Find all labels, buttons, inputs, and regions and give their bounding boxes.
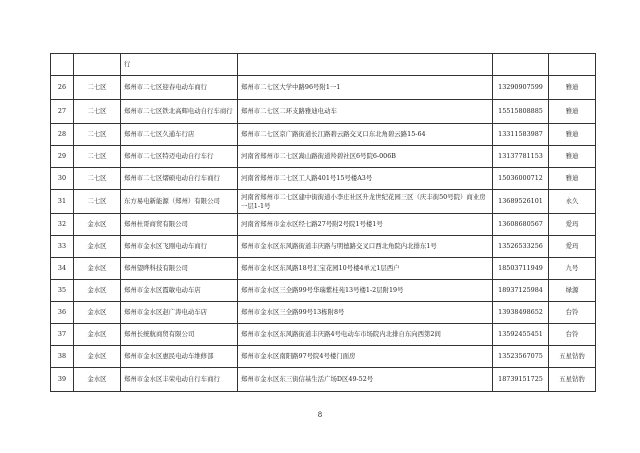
- dealer-name-cell: 行: [121, 54, 238, 76]
- row-number: 34: [51, 258, 74, 280]
- dealer-name-cell: 郑州市二七区迎春电动车商行: [121, 76, 238, 100]
- phone-cell: 13290907599: [493, 76, 549, 100]
- table-row: [51, 76, 596, 100]
- district-cell: 金水区: [74, 368, 121, 392]
- address-cell: 郑州市金水区东风路街道丰庆路4号电动车市场院内北排自东向西第2间: [238, 324, 493, 346]
- brand-cell: [549, 54, 596, 76]
- phone-cell: 13689526101: [493, 190, 549, 214]
- brand-cell: 台铃: [549, 302, 596, 324]
- dealer-name-cell: 郑州长统航商贸有限公司: [121, 324, 238, 346]
- brand-cell: 爱玛: [549, 214, 596, 236]
- dealer-name-cell: 郑州市金水区丰荣电动自行车商行: [121, 368, 238, 392]
- address-cell: 郑州市金水区东风路18号汇宝花园10号楼4单元1层西户: [238, 258, 493, 280]
- row-number: 38: [51, 346, 74, 368]
- district-cell: 二七区: [74, 168, 121, 190]
- dealer-name-cell: 郑州市金水区惠民电动车维修部: [121, 346, 238, 368]
- phone-cell: 13608680567: [493, 214, 549, 236]
- brand-cell: 五星钻豹: [549, 346, 596, 368]
- address-cell: 郑州市二七区京广路街道长江路碧云路交叉口东北角碧云路15-64: [238, 124, 493, 146]
- row-number: 37: [51, 324, 74, 346]
- district-cell: 二七区: [74, 100, 121, 124]
- address-cell: 郑州市金水区三全路99号华瑞紫桂苑13号楼1-2层附19号: [238, 280, 493, 302]
- dealer-name-cell: 东方易电新能源（郑州）有限公司: [121, 190, 238, 214]
- address-cell: 河南省郑州市二七区工人路401号15号楼A3号: [238, 168, 493, 190]
- address-cell: 河南省郑州市二七区嵩山路街道羚碧社区6号院6-006B: [238, 146, 493, 168]
- table-row: [51, 168, 596, 190]
- dealer-name-cell: 郑州望晔科技有限公司: [121, 258, 238, 280]
- table-row: [51, 236, 596, 258]
- brand-cell: 雅迪: [549, 124, 596, 146]
- phone-cell: 18739151725: [493, 368, 549, 392]
- district-cell: 二七区: [74, 124, 121, 146]
- phone-cell: 13311583987: [493, 124, 549, 146]
- brand-cell: 台铃: [549, 324, 596, 346]
- brand-cell: 九号: [549, 258, 596, 280]
- brand-cell: 雅迪: [549, 100, 596, 124]
- phone-cell: [493, 54, 549, 76]
- address-cell: 郑州市金水区三全路99号13栋附8号: [238, 302, 493, 324]
- brand-cell: 五星钻豹: [549, 368, 596, 392]
- address-cell: 郑州市二七区二环支路雅迪电动车: [238, 100, 493, 124]
- dealer-name-cell: 郑州市金水区霞敏电动车店: [121, 280, 238, 302]
- table-row: [51, 146, 596, 168]
- row-number: 33: [51, 236, 74, 258]
- district-cell: 二七区: [74, 76, 121, 100]
- dealer-name-cell: 郑州市金水区飞刚电动车商行: [121, 236, 238, 258]
- address-cell: 河南省郑州市金水区经七路27号附2号院1号楼1号: [238, 214, 493, 236]
- dealer-name-cell: 郑州市二七区熠硕电动自行车商行: [121, 168, 238, 190]
- district-cell: 金水区: [74, 214, 121, 236]
- brand-cell: 爱玛: [549, 236, 596, 258]
- table-row: [51, 100, 596, 124]
- phone-cell: 15036000712: [493, 168, 549, 190]
- row-number: [51, 54, 74, 76]
- table-row: [51, 368, 596, 392]
- table-row: [51, 54, 596, 76]
- dealer-name-cell: 郑州市二七区铁北高辉电动自行车商行: [121, 100, 238, 124]
- district-cell: 金水区: [74, 280, 121, 302]
- district-cell: 金水区: [74, 324, 121, 346]
- row-number: 32: [51, 214, 74, 236]
- district-cell: 金水区: [74, 302, 121, 324]
- table-row: [51, 302, 596, 324]
- phone-cell: 13938498652: [493, 302, 549, 324]
- phone-cell: 13137781153: [493, 146, 549, 168]
- phone-cell: 13526533256: [493, 236, 549, 258]
- district-cell: 金水区: [74, 258, 121, 280]
- phone-cell: 18937125984: [493, 280, 549, 302]
- address-cell: 郑州市金水区东三街信基生活广场D区49-52号: [238, 368, 493, 392]
- brand-cell: 雅迪: [549, 146, 596, 168]
- district-cell: 二七区: [74, 146, 121, 168]
- phone-cell: 13592455451: [493, 324, 549, 346]
- table-row: [51, 280, 596, 302]
- row-number: 36: [51, 302, 74, 324]
- table-row: [51, 124, 596, 146]
- phone-cell: 15515808885: [493, 100, 549, 124]
- table-row: [51, 190, 596, 214]
- district-cell: 金水区: [74, 236, 121, 258]
- row-number: 35: [51, 280, 74, 302]
- brand-cell: 绿源: [549, 280, 596, 302]
- row-number: 29: [51, 146, 74, 168]
- address-cell: 河南省郑州市二七区建中街街道小李庄社区升龙世纪花园三区（庆丰街50号院）商业房一层1-1号: [238, 190, 493, 214]
- dealer-table: [50, 53, 596, 392]
- address-cell: 郑州市二七区大学中路96号附1一1: [238, 76, 493, 100]
- address-cell: [238, 54, 493, 76]
- row-number: 27: [51, 100, 74, 124]
- table-row: [51, 324, 596, 346]
- table-row: [51, 346, 596, 368]
- brand-cell: 雅迪: [549, 76, 596, 100]
- address-cell: 郑州市金水区南阳路97号院4号楼门面房: [238, 346, 493, 368]
- brand-cell: 雅迪: [549, 168, 596, 190]
- table-row: [51, 214, 596, 236]
- dealer-name-cell: 郑州市金水区赵广涛电动车店: [121, 302, 238, 324]
- district-cell: 金水区: [74, 346, 121, 368]
- dealer-name-cell: 郑州市二七区久通车行店: [121, 124, 238, 146]
- row-number: 26: [51, 76, 74, 100]
- phone-cell: 18503711949: [493, 258, 549, 280]
- row-number: 39: [51, 368, 74, 392]
- district-cell: 二七区: [74, 190, 121, 214]
- table-row: [51, 258, 596, 280]
- page-number: 8: [317, 411, 323, 419]
- row-number: 28: [51, 124, 74, 146]
- phone-cell: 13523567075: [493, 346, 549, 368]
- dealer-name-cell: 郑州市二七区特迈电动自行车行: [121, 146, 238, 168]
- address-cell: 郑州市金水区东风路街道丰庆路与明德路交叉口西北角院内北排东1号: [238, 236, 493, 258]
- district-cell: [74, 54, 121, 76]
- row-number: 30: [51, 168, 74, 190]
- brand-cell: 永久: [549, 190, 596, 214]
- row-number: 31: [51, 190, 74, 214]
- dealer-name-cell: 郑州杜哥商贸有限公司: [121, 214, 238, 236]
